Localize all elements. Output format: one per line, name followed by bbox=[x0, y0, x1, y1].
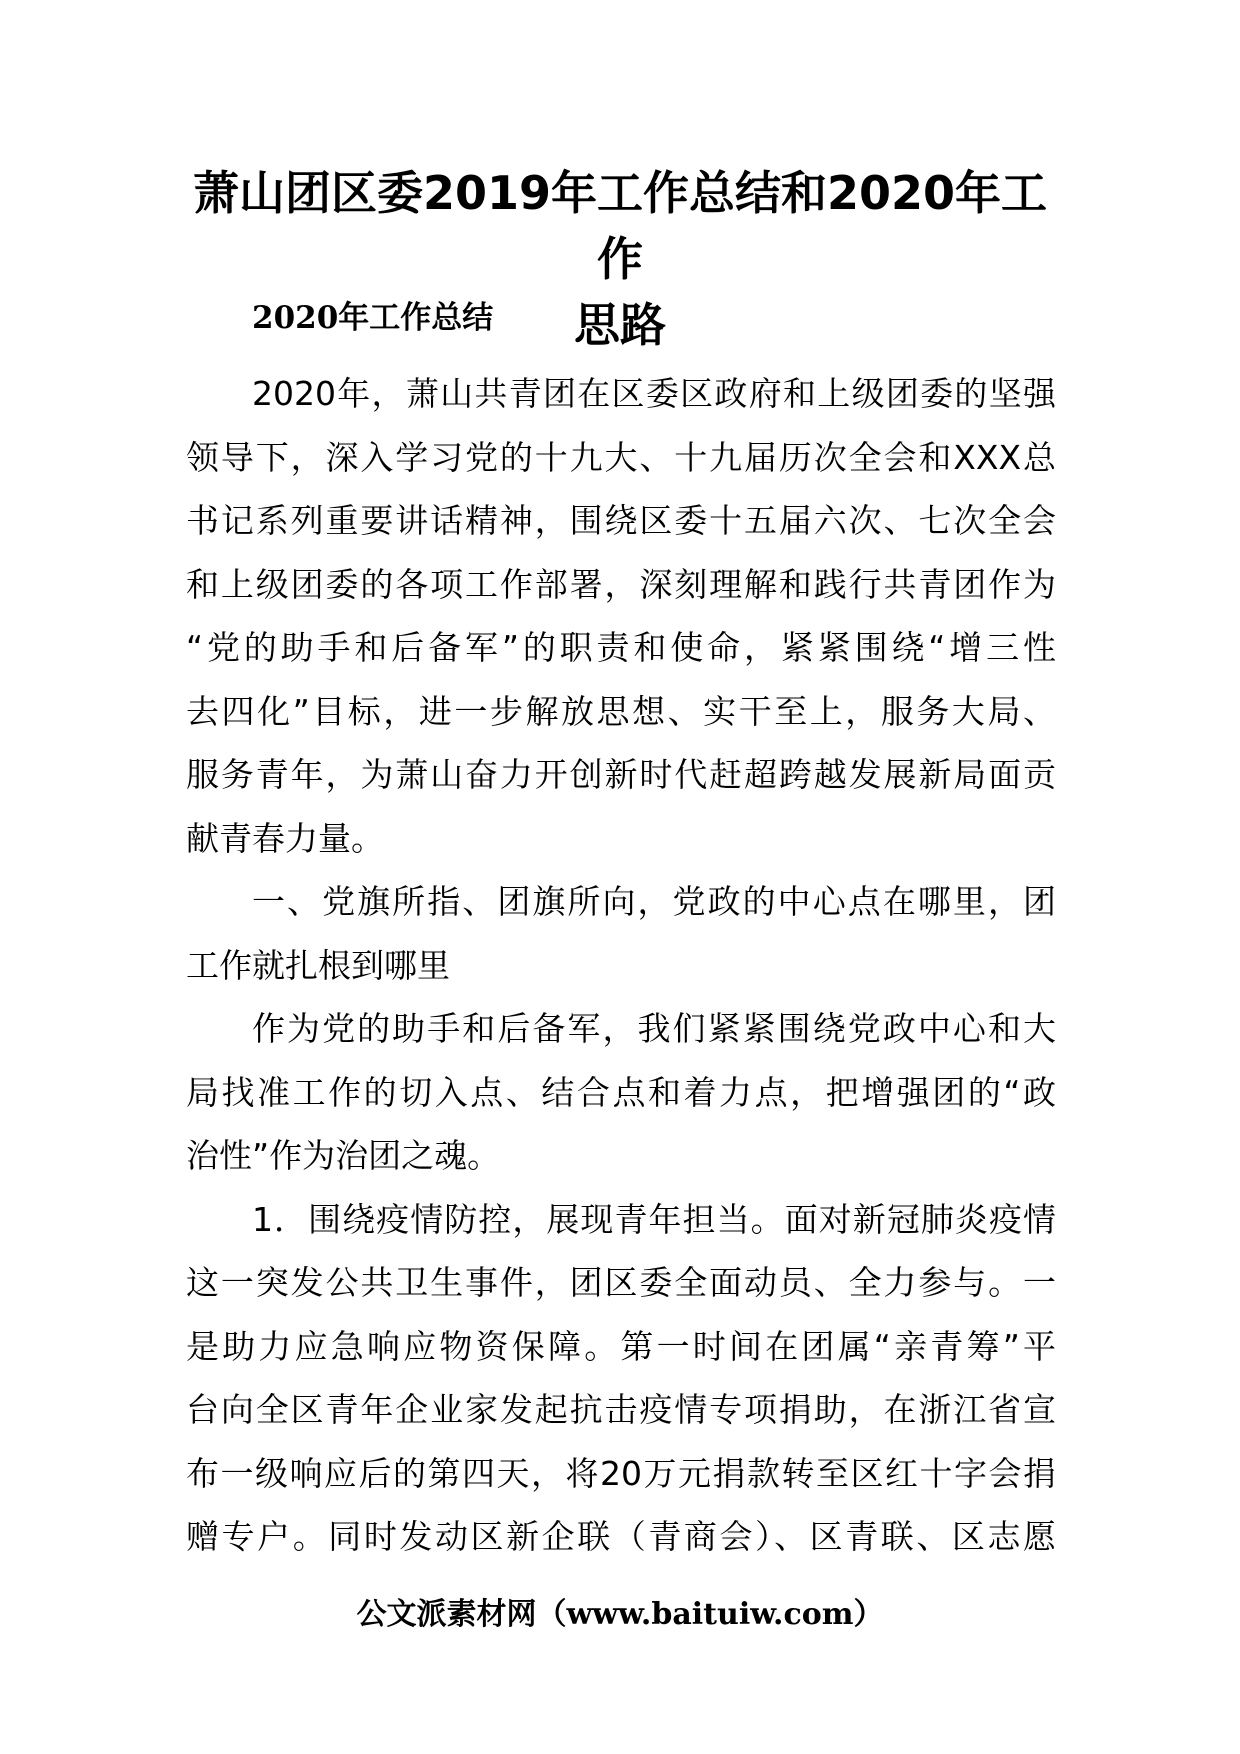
paragraph-2-line-3: 治性”作为治团之魂。 bbox=[186, 1136, 501, 1175]
paragraph-1-line-1: 2020年，萧山共青团在区委区政府和上级团委的坚强 bbox=[252, 374, 1056, 413]
title-line-2: 思路 bbox=[574, 298, 666, 352]
document-body bbox=[186, 362, 1056, 1569]
paragraph-3-line-4: 台向全区青年企业家发起抗击疫情专项捐助，在浙江省宣 bbox=[186, 1390, 1056, 1429]
paragraph-1-line-2: 领导下，深入学习党的十九大、十九届历次全会和XXX总 bbox=[186, 437, 1056, 477]
paragraph-3-line-6: 赠专户。同时发动区新企联（青商会）、区青联、区志愿 bbox=[186, 1517, 1056, 1556]
paragraph-3-line-2: 这一突发公共卫生事件，团区委全面动员、全力参与。一 bbox=[186, 1263, 1056, 1302]
paragraph-1-line-7: 服务青年，为萧山奋力开创新时代赶超跨越发展新局面贡 bbox=[186, 755, 1056, 794]
paragraph-1-line-4: 和上级团委的各项工作部署，深刻理解和践行共青团作为 bbox=[186, 564, 1056, 604]
paragraph-2-line-1: 作为党的助手和后备军，我们紧紧围绕党政中心和大 bbox=[252, 1009, 1056, 1048]
footer-watermark: 公文派素材网（www.baituiw.com） bbox=[356, 1597, 884, 1632]
paragraph-3-line-1: 1．围绕疫情防控，展现青年担当。面对新冠肺炎疫情 bbox=[252, 1199, 1056, 1239]
paragraph-1-line-8: 献青春力量。 bbox=[186, 818, 384, 858]
paragraph-2-line-2: 局找准工作的切入点、结合点和着力点，把增强团的“政 bbox=[186, 1072, 1056, 1112]
title-line-1: 萧山团区委2019年工作总结和2020年工作 bbox=[192, 166, 1048, 286]
section-1-heading-line-2: 工作就扎根到哪里 bbox=[186, 945, 450, 985]
paragraph-3-line-3: 是助力应急响应物资保障。第一时间在团属“亲青筹”平 bbox=[186, 1326, 1056, 1366]
paragraph-1-line-5: “党的助手和后备军”的职责和使命，紧紧围绕“增三性 bbox=[186, 628, 1056, 667]
paragraph-3-line-5: 布一级响应后的第四天，将20万元捐款转至区红十字会捐 bbox=[186, 1453, 1056, 1493]
section-1-heading-line-1: 一、党旗所指、团旗所向，党政的中心点在哪里，团 bbox=[252, 882, 1056, 921]
section-heading: 2020年工作总结 bbox=[252, 300, 494, 336]
paragraph-1-line-6: 去四化”目标，进一步解放思想、实干至上，服务大局、 bbox=[186, 691, 1056, 731]
paragraph-1-line-3: 书记系列重要讲话精神，围绕区委十五届六次、七次全会 bbox=[186, 501, 1056, 540]
